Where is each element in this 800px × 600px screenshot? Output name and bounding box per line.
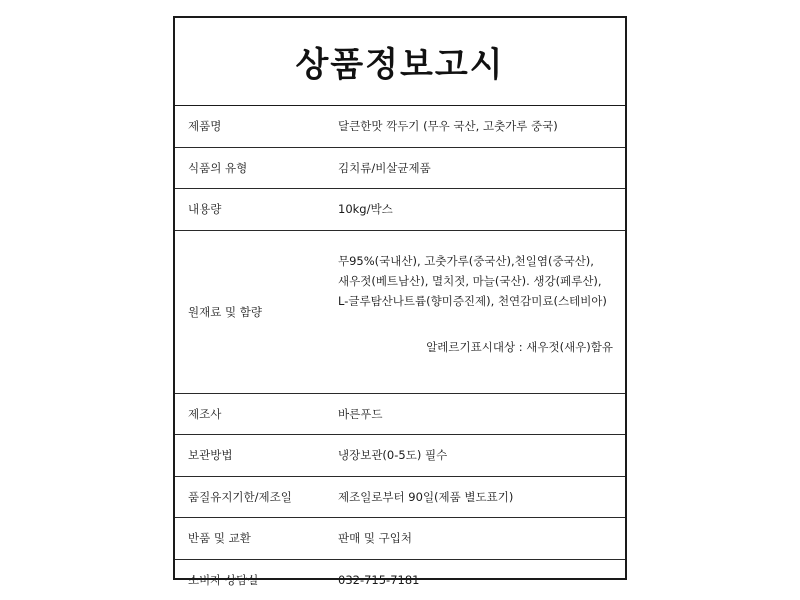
ingredients-line: 새우젓(베트남산), 멸치젓, 마늘(국산). 생강(페루산),: [338, 273, 602, 288]
table-row-shelf-life: [175, 477, 625, 519]
row-label: 내용량: [188, 202, 222, 217]
row-label: 원재료 및 함량: [188, 304, 262, 319]
table-row-product-name: [175, 106, 625, 148]
table-row-storage: [175, 435, 625, 477]
table-row-net-content: [175, 189, 625, 231]
row-value: 판매 및 구입처: [338, 531, 412, 546]
row-label: 품질유지기한/제조일: [188, 489, 292, 504]
row-label: 제품명: [188, 119, 222, 134]
row-label: 소비자 상담실: [188, 573, 259, 588]
row-label: 반품 및 교환: [188, 531, 251, 546]
row-value: 제조일로부터 90일(제품 별도표기): [338, 489, 514, 504]
ingredients-line: L-글루탐산나트륨(향미증진제), 천연감미료(스테비아): [338, 293, 607, 308]
row-label: 보관방법: [188, 448, 233, 463]
title-block: [175, 18, 625, 106]
row-label: 식품의 유형: [188, 160, 248, 175]
table-row-returns: [175, 518, 625, 560]
row-value: 김치류/비살균제품: [338, 160, 431, 175]
row-value: 달큰한맛 깍두기 (무우 국산, 고춧가루 중국): [338, 119, 558, 134]
ingredients-value: [338, 231, 625, 393]
table-row-food-type: [175, 148, 625, 190]
table-row-consumer-center: [175, 560, 625, 600]
row-value: 032-715-7181: [338, 573, 420, 588]
row-value: 바른푸드: [338, 406, 383, 421]
page-title: 상품정보고시: [295, 45, 505, 85]
row-value: 냉장보관(0-5도) 필수: [338, 448, 448, 463]
table-row-ingredients: [175, 231, 625, 394]
allergy-notice: 알레르기표시대상 : 새우젓(새우)함유: [426, 339, 613, 354]
product-info-notice: [173, 16, 627, 588]
ingredients-line: 무95%(국내산), 고춧가루(중국산),천일염(중국산),: [338, 253, 594, 268]
table-row-manufacturer: [175, 394, 625, 436]
row-value: 10kg/박스: [338, 202, 393, 217]
row-label: 제조사: [188, 406, 222, 421]
